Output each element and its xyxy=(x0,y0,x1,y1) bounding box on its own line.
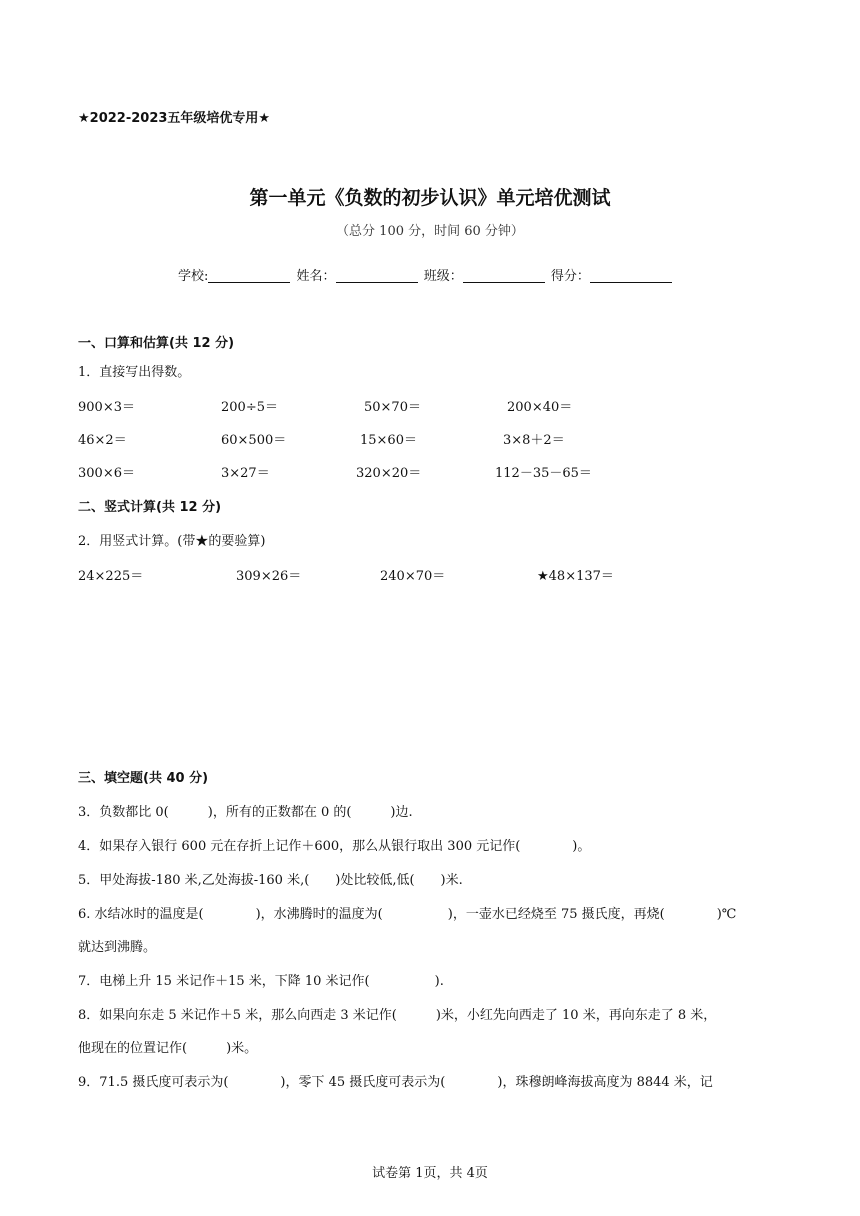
question-6-line-1: 6. 水结冰时的温度是( )，水沸腾时的温度为( )，一壶水已经烧至 75 摄氏度，再烧( )℃ xyxy=(78,907,737,922)
name-label: 姓名： xyxy=(296,269,336,284)
score-label: 得分： xyxy=(550,269,590,284)
question-2: 2．用竖式计算。(带★的要验算) xyxy=(78,534,266,549)
question-1: 1．直接写出得数。 xyxy=(78,365,191,380)
student-info-row xyxy=(178,265,674,284)
score-blank[interactable] xyxy=(590,268,672,283)
class-label: 班级： xyxy=(423,269,463,284)
question-8-line-1: 8．如果向东走 5 米记作＋5 米，那么向西走 3 米记作( )米，小红先向西走了 10 米，再向东走了 8 米， xyxy=(78,1008,717,1023)
page-footer: 试卷第 1页，共 4页 xyxy=(372,1166,488,1181)
calc-item: 50×70＝ xyxy=(364,400,421,415)
question-4: 4．如果存入银行 600 元在存折上记作＋600，那么从银行取出 300 元记作( )。 xyxy=(78,839,591,854)
calc-item: 3×8＋2＝ xyxy=(503,433,565,448)
calc-item: 46×2＝ xyxy=(78,433,127,448)
page-title: 第一单元《负数的初步认识》单元培优测试 xyxy=(249,187,611,209)
question-8-line-2: 他现在的位置记作( )米。 xyxy=(78,1041,258,1056)
class-blank[interactable] xyxy=(463,268,545,283)
calc-item: 320×20＝ xyxy=(356,466,422,481)
calc-item: 200÷5＝ xyxy=(221,400,278,415)
calc-item: 24×225＝ xyxy=(78,569,144,584)
page-subtitle: （总分 100 分，时间 60 分钟） xyxy=(336,224,524,239)
calc-item: 112－35－65＝ xyxy=(495,466,592,481)
section-3-heading: 三、填空题(共 40 分) xyxy=(78,771,209,786)
calc-item: 3×27＝ xyxy=(221,466,270,481)
name-blank[interactable] xyxy=(336,268,418,283)
question-3: 3．负数都比 0( )，所有的正数都在 0 的( )边. xyxy=(78,805,413,820)
question-6-line-2: 就达到沸腾。 xyxy=(78,940,157,955)
header-tag: ★2022-2023五年级培优专用★ xyxy=(78,111,271,126)
calc-item: ★48×137＝ xyxy=(537,569,614,584)
school-label: 学校: xyxy=(178,269,209,284)
calc-item: 200×40＝ xyxy=(507,400,573,415)
school-blank[interactable] xyxy=(208,268,290,283)
calc-item: 60×500＝ xyxy=(221,433,287,448)
section-2-heading: 二、竖式计算(共 12 分) xyxy=(78,500,222,515)
question-9: 9．71.5 摄氏度可表示为( )，零下 45 摄氏度可表示为( )，珠穆朗峰海拔高度为 8844 米，记 xyxy=(78,1075,713,1090)
calc-item: 900×3＝ xyxy=(78,400,135,415)
calc-item: 309×26＝ xyxy=(236,569,302,584)
question-5: 5．甲处海拔-180 米,乙处海拔-160 米,( )处比较低,低( )米. xyxy=(78,873,463,888)
section-1-heading: 一、口算和估算(共 12 分) xyxy=(78,336,235,351)
calc-item: 300×6＝ xyxy=(78,466,135,481)
calc-item: 240×70＝ xyxy=(380,569,446,584)
question-7: 7．电梯上升 15 米记作＋15 米，下降 10 米记作( ). xyxy=(78,974,444,989)
calc-item: 15×60＝ xyxy=(360,433,417,448)
